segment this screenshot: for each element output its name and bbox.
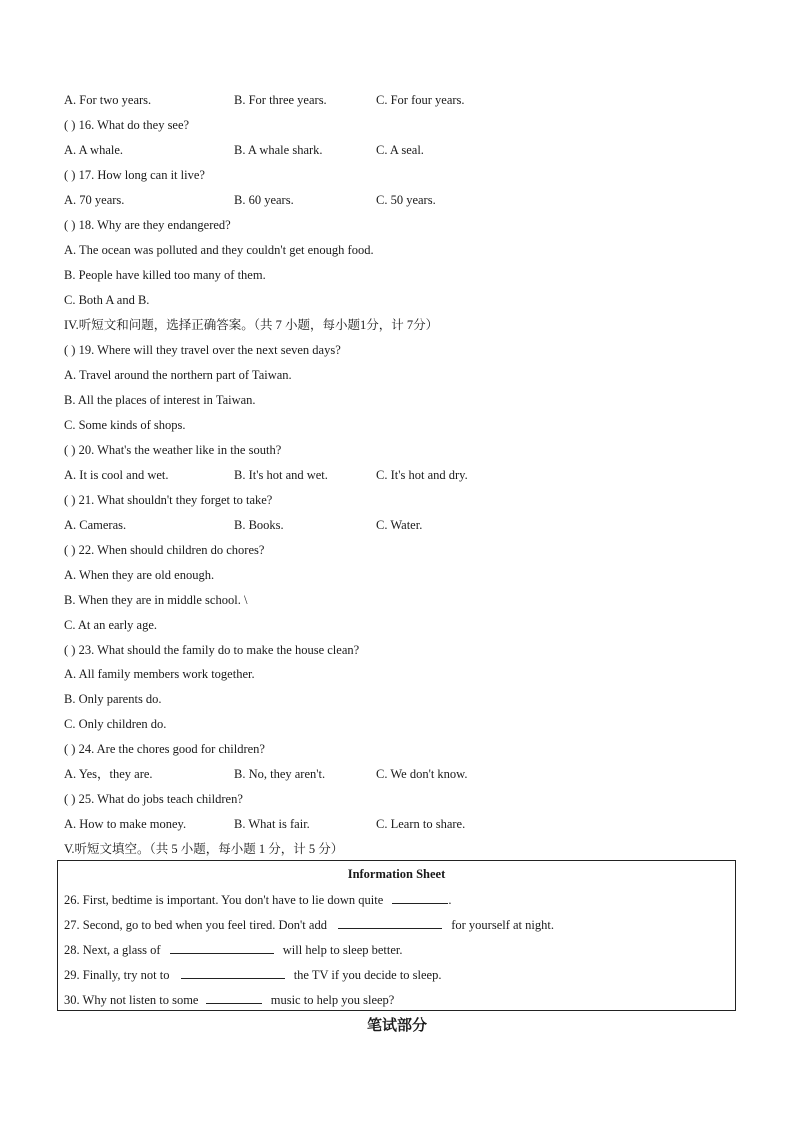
option-c: C. 50 years. <box>376 193 436 207</box>
option-c: C. Learn to share. <box>376 817 466 831</box>
answer-blank-27[interactable] <box>338 917 442 929</box>
question-17: ( ) 17. How long can it live? <box>64 168 205 182</box>
option-c: C. We don't know. <box>376 767 468 781</box>
question-19: ( ) 19. Where will they travel over the next seven days? <box>64 343 341 357</box>
question-21: ( ) 21. What shouldn't they forget to take? <box>64 493 273 507</box>
option-a: A. All family members work together. <box>64 667 255 681</box>
option-a: A. A whale. <box>64 143 124 157</box>
option-a: A. Cameras. <box>64 518 127 532</box>
fill-line-28 <box>64 942 403 958</box>
option-c: C. It's hot and dry. <box>376 468 468 482</box>
option-b: B. It's hot and wet. <box>234 468 328 482</box>
option-b: B. All the places of interest in Taiwan. <box>64 393 256 407</box>
section-v-heading: V.听短文填空。（共 5 小题，每小题 1 分，计 5 分） <box>64 842 344 856</box>
question-18: ( ) 18. Why are they endangered? <box>64 218 231 232</box>
answer-blank-28[interactable] <box>170 942 274 954</box>
question-25: ( ) 25. What do jobs teach children? <box>64 792 243 806</box>
fill-line-29 <box>64 967 441 983</box>
option-a: A. For two years. <box>64 93 152 107</box>
fill-line-30 <box>64 992 394 1008</box>
fill-text: 29. Finally, try not to <box>64 968 170 982</box>
option-c: C. At an early age. <box>64 618 158 632</box>
option-b: B. When they are in middle school. \ <box>64 593 248 607</box>
question-20: ( ) 20. What's the weather like in the south? <box>64 443 282 457</box>
option-a: A. The ocean was polluted and they couldn't get enough food. <box>64 243 374 257</box>
fill-text: music to help you sleep? <box>270 993 395 1007</box>
option-c: C. Water. <box>376 518 423 532</box>
fill-line-26 <box>64 892 452 908</box>
question-16: ( ) 16. What do they see? <box>64 118 190 132</box>
option-a: A. When they are old enough. <box>64 568 215 582</box>
answer-blank-30[interactable] <box>206 992 262 1004</box>
information-sheet <box>57 860 736 1011</box>
answer-blank-29[interactable] <box>181 967 285 979</box>
option-b: B. Books. <box>234 518 284 532</box>
question-23: ( ) 23. What should the family do to make the house clean? <box>64 643 360 657</box>
option-a: A. Yes，they are. <box>64 767 153 781</box>
option-b: B. A whale shark. <box>234 143 323 157</box>
option-c: C. Only children do. <box>64 717 167 731</box>
fill-text: will help to sleep better. <box>282 943 403 957</box>
option-a: A. 70 years. <box>64 193 125 207</box>
fill-text: 26. First, bedtime is important. You don't have to lie down quite <box>64 893 384 907</box>
option-a: A. Travel around the northern part of Taiwan. <box>64 368 292 382</box>
fill-text: 30. Why not listen to some <box>64 993 199 1007</box>
option-a: A. How to make money. <box>64 817 187 831</box>
option-c: C. For four years. <box>376 93 465 107</box>
fill-text: . <box>448 893 452 907</box>
fill-text: the TV if you decide to sleep. <box>293 968 442 982</box>
option-b: B. Only parents do. <box>64 692 162 706</box>
information-sheet-title: Information Sheet <box>347 867 446 881</box>
question-24: ( ) 24. Are the chores good for children? <box>64 742 265 756</box>
option-b: B. No, they aren't. <box>234 767 326 781</box>
option-c: C. A seal. <box>376 143 424 157</box>
option-b: B. For three years. <box>234 93 327 107</box>
written-section-heading: 笔试部分 <box>366 1016 427 1034</box>
option-b: B. What is fair. <box>234 817 310 831</box>
option-c: C. Both A and B. <box>64 293 150 307</box>
option-c: C. Some kinds of shops. <box>64 418 186 432</box>
fill-text: for yourself at night. <box>451 918 554 932</box>
question-22: ( ) 22. When should children do chores? <box>64 543 265 557</box>
fill-line-27 <box>64 917 554 933</box>
fill-text: 27. Second, go to bed when you feel tired. Don't add <box>64 918 327 932</box>
option-b: B. 60 years. <box>234 193 294 207</box>
option-b: B. People have killed too many of them. <box>64 268 266 282</box>
answer-blank-26[interactable] <box>392 892 448 904</box>
option-a: A. It is cool and wet. <box>64 468 169 482</box>
fill-text: 28. Next, a glass of <box>64 943 161 957</box>
section-iv-heading: IV.听短文和问题，选择正确答案。（共 7 小题，每小题1分，计 7分） <box>64 318 439 332</box>
